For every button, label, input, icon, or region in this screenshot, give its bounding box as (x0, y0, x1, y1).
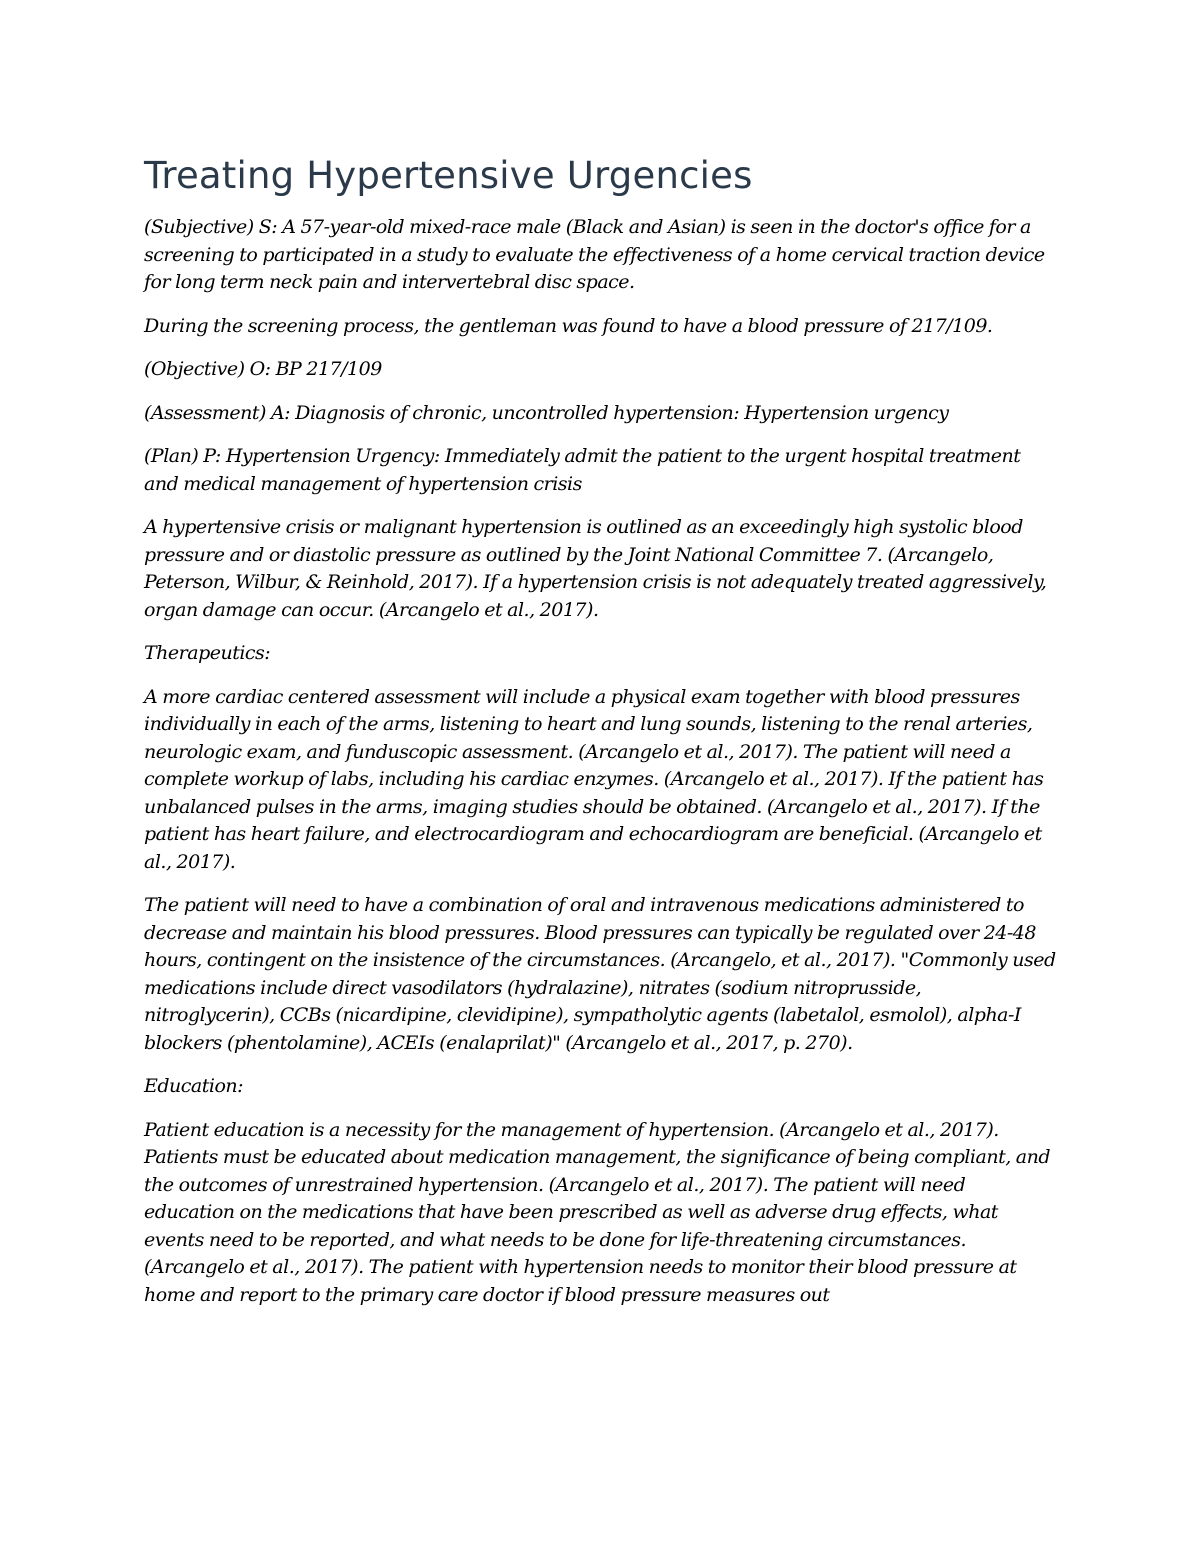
paragraph-assessment: (Assessment) A: Diagnosis of chronic, uncontrolled hypertension: Hypertension urgency (144, 401, 949, 424)
paragraph-cardiac-assessment: A more cardiac centered assessment will include a physical exam together with blood pressures individually in each of the arms, listening to heart and lung sounds, listening to the renal arteries, neurologic exam, and funduscopic assessment. (Arcangelo et al., 2017). The patient will need a complete workup of labs, including his cardiac enzymes. (Arcangelo et al., 2017). If the patient has unbalanced pulses in the arms, imaging studies should be obtained. (Arcangelo et al., 2017). If the patient has heart failure, and electrocardiogram and echocardiogram are beneficial. (Arcangelo et al., 2017). (144, 685, 1044, 873)
paragraph-patient-education: Patient education is a necessity for the management of hypertension. (Arcangelo et al., 2017). Patients must be educated about medication management, the significance of being compliant, and the outcomes of unrestrained hypertension. (Arcangelo et al., 2017). The patient will need education on the medications that have been prescribed as well as adverse drug effects, what events need to be reported, and what needs to be done for life-threatening circumstances. (Arcangelo et al., 2017). The patient with hypertension needs to monitor their blood pressure at home and report to the primary care doctor if blood pressure measures out (144, 1118, 1051, 1306)
document-body (144, 150, 1056, 1325)
heading-education: Education: (144, 1075, 244, 1097)
document-title: Treating Hypertensive Urgencies (144, 154, 753, 197)
paragraph-objective: (Objective) O: BP 217/109 (144, 358, 382, 380)
paragraph-screening: During the screening process, the gentleman was found to have a blood pressure of 217/109. (144, 314, 993, 337)
paragraph-medications: The patient will need to have a combination of oral and intravenous medications administered to decrease and maintain his blood pressures. Blood pressures can typically be regulated over 24-48 hours, contingent on the insistence of the circumstances. (Arcangelo, et al., 2017). "Commonly used medications include direct vasodilators (hydralazine), nitrates (sodium nitroprusside, nitroglycerin), CCBs (nicardipine, clevidipine), sympatholytic agents (labetalol, esmolol), alpha-I blockers (phentolamine), ACEIs (enalaprilat)" (Arcangelo et al., 2017, p. 270). (144, 894, 1056, 1054)
heading-therapeutics: Therapeutics: (144, 642, 271, 664)
paragraph-subjective: (Subjective) S: A 57-year-old mixed-race male (Black and Asian) is seen in the doctor's office for a screening to participated in a study to evaluate the effectiveness of a home cervical traction device for long term neck pain and intervertebral disc space. (144, 216, 1045, 293)
paragraph-crisis-definition: A hypertensive crisis or malignant hypertension is outlined as an exceedingly high systolic blood pressure and or diastolic pressure as outlined by the Joint National Committee 7. (Arcangelo, Peterson, Wilbur, & Reinhold, 2017). If a hypertension crisis is not adequately treated aggressively, organ damage can occur. (Arcangelo et al., 2017). (144, 516, 1047, 621)
paragraph-plan: (Plan) P: Hypertension Urgency: Immediately admit the patient to the urgent hospital treatment and medical management of hypertension crisis (144, 445, 1021, 495)
